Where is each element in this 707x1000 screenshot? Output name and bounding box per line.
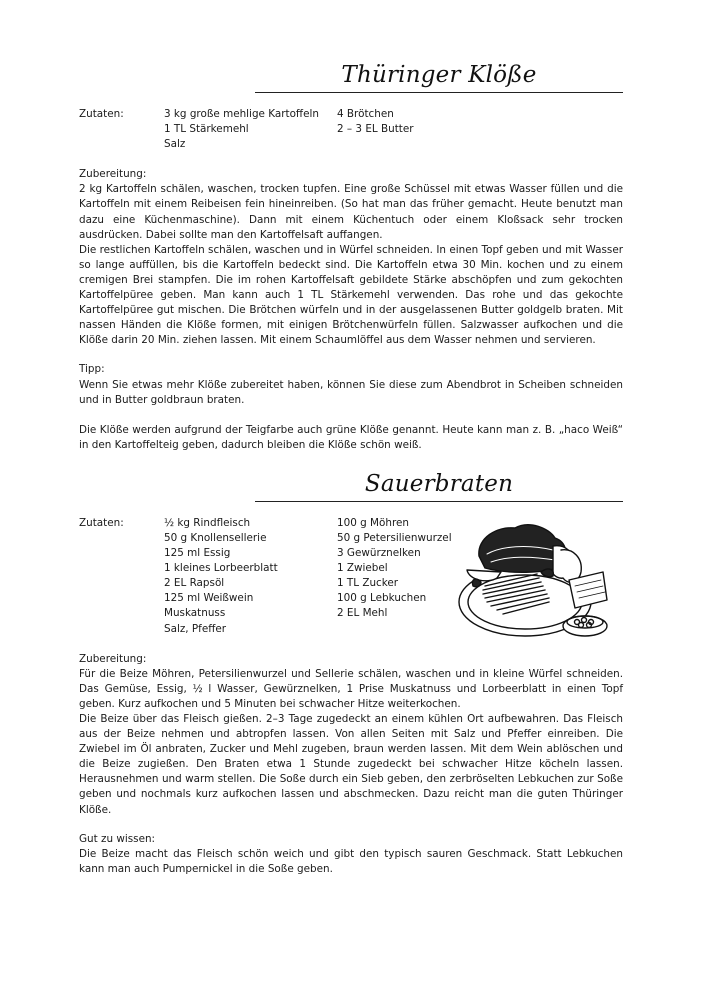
good-to-know-paragraph: Die Beize macht das Fleisch schön weich und gibt den typisch sauren Geschmack. Statt Lebkuchen kann man auch Pumpernickel in die Soße geben. <box>79 847 623 875</box>
ingredients-label: Zutaten: <box>79 108 124 120</box>
ingredient-item: 2 EL Mehl <box>337 607 388 620</box>
tip-paragraph: Wenn Sie etwas mehr Klöße zubereitet haben, können Sie diese zum Abendbrot in Scheiben schneiden und in Butter goldbraun braten. <box>79 378 623 406</box>
tip-paragraph: Die Klöße werden aufgrund der Teigfarbe auch grüne Klöße genannt. Heute kann man z. B. „haco Weiß“ in den Kartoffelteig geben, dadurch bleiben die Klöße schön weiß. <box>79 423 623 451</box>
ingredient-item: Salz <box>164 138 186 151</box>
title-rule <box>255 92 623 93</box>
title-rule <box>255 501 623 502</box>
ingredient-item: 100 g Möhren <box>337 516 409 529</box>
ingredient-item: 1 Zwiebel <box>337 562 388 575</box>
good-to-know-heading: Gut zu wissen: <box>79 832 156 845</box>
recipe-thueringer-kloesse <box>79 58 623 453</box>
recipe-sauerbraten <box>79 467 623 877</box>
tip-heading: Tipp: <box>79 363 105 376</box>
ingredients-block <box>79 516 623 637</box>
ingredient-item: 2 – 3 EL Butter <box>337 123 414 136</box>
ingredient-item: 3 Gewürznelken <box>337 547 421 560</box>
preparation-paragraph: Die restlichen Kartoffeln schälen, waschen und in Würfel schneiden. In einen Topf geben und mit Wasser so lange auffüllen, bis die Kartoffeln bedeckt sind. Die Kartoffeln etwa 30 Min. kochen und zu einem cremigen Brei stampfen. Die im rohen Kartoffelsaft gebildete Stärke abschöpfen und zum gekochten Kartoffelpüree geben. Man kann auch 1 TL Stärkemehl verwenden. Das rohe und das gekochte Kartoffelpüree gut mischen. Die Brötchen würfeln und in der ausgelassenen Butter goldgelb braten. Mit nassen Händen die Klöße formen, mit einigen Brötchenwürfeln füllen. Salzwasser aufkochen und die Klöße darin 20 Min. ziehen lassen. Mit einem Schaumlöffel aus dem Wasser nehmen und servieren. <box>79 243 623 347</box>
ingredient-item: Salz, Pfeffer <box>164 622 227 635</box>
ingredient-item: 3 kg große mehlige Kartoffeln <box>164 108 319 120</box>
preparation-paragraph: Für die Beize Möhren, Petersilienwurzel und Sellerie schälen, waschen und in kleine Würfel schneiden. Das Gemüse, Essig, ½ l Wasser, Gewürznelken, 1 Prise Muskatnuss und Lorbeerblatt in einen Topf geben. Kurz aufkochen und 5 Minuten bei schwacher Hitze weiterkochen. <box>79 667 623 710</box>
ingredient-item: 100 g Lebkuchen <box>337 592 427 605</box>
ingredient-item: 50 g Petersilienwurzel <box>337 531 452 544</box>
ingredient-item: Muskatnuss <box>164 607 226 620</box>
preparation-paragraph: 2 kg Kartoffeln schälen, waschen, trocken tupfen. Eine große Schüssel mit etwas Wasser füllen und die Kartoffeln mit einem Reibeisen fein hineinreiben. (So hat man das früher gemacht. Heute benutzt man dazu eine Küchenmaschine). Dann mit einem Küchentuch oder einem Kloßsack sehr trocken ausdrücken. Dabei sollte man den Kartoffelsaft auffangen. <box>79 183 623 241</box>
ingredient-item: ½ kg Rindfleisch <box>164 516 251 529</box>
roast-illustration <box>457 516 609 648</box>
ingredient-item: 1 kleines Lorbeerblatt <box>164 562 278 575</box>
recipe-page <box>79 58 623 877</box>
preparation-paragraph: Die Beize über das Fleisch gießen. 2–3 Tage zugedeckt an einem kühlen Ort aufbewahren. Das Fleisch aus der Beize nehmen und abtropfen lassen. Von allen Seiten mit Salz und Pfeffer einreiben. Die Zwiebel im Öl anbraten, Zucker und Mehl zugeben, braun werden lassen. Mit dem Wein ablöschen und die Beize zugießen. Den Braten etwa 1 Stunde zugedeckt bei schwacher Hitze köcheln lassen. Herausnehmen und warm stellen. Die Soße durch ein Sieb geben, den zerbröselten Lebkuchen zur Soße geben und nochmals kurz aufkochen lassen und abschmecken. Dazu reicht man die guten Thüringer Klöße. <box>79 713 623 816</box>
ingredient-item: 4 Brötchen <box>337 108 394 120</box>
ingredient-item: 125 ml Weißwein <box>164 592 254 605</box>
recipe-title: Thüringer Klöße <box>341 62 537 88</box>
ingredient-item: 1 TL Zucker <box>337 577 399 590</box>
preparation-heading: Zubereitung: <box>79 168 147 181</box>
ingredients-block <box>79 107 623 152</box>
ingredient-item: 2 EL Rapsöl <box>164 577 225 590</box>
recipe-title: Sauerbraten <box>364 470 514 497</box>
preparation-heading: Zubereitung: <box>79 652 147 665</box>
ingredient-item: 1 TL Stärkemehl <box>164 123 249 136</box>
ingredient-item: 50 g Knollensellerie <box>164 531 267 544</box>
ingredients-label: Zutaten: <box>79 516 124 529</box>
ingredient-item: 125 ml Essig <box>164 547 231 560</box>
